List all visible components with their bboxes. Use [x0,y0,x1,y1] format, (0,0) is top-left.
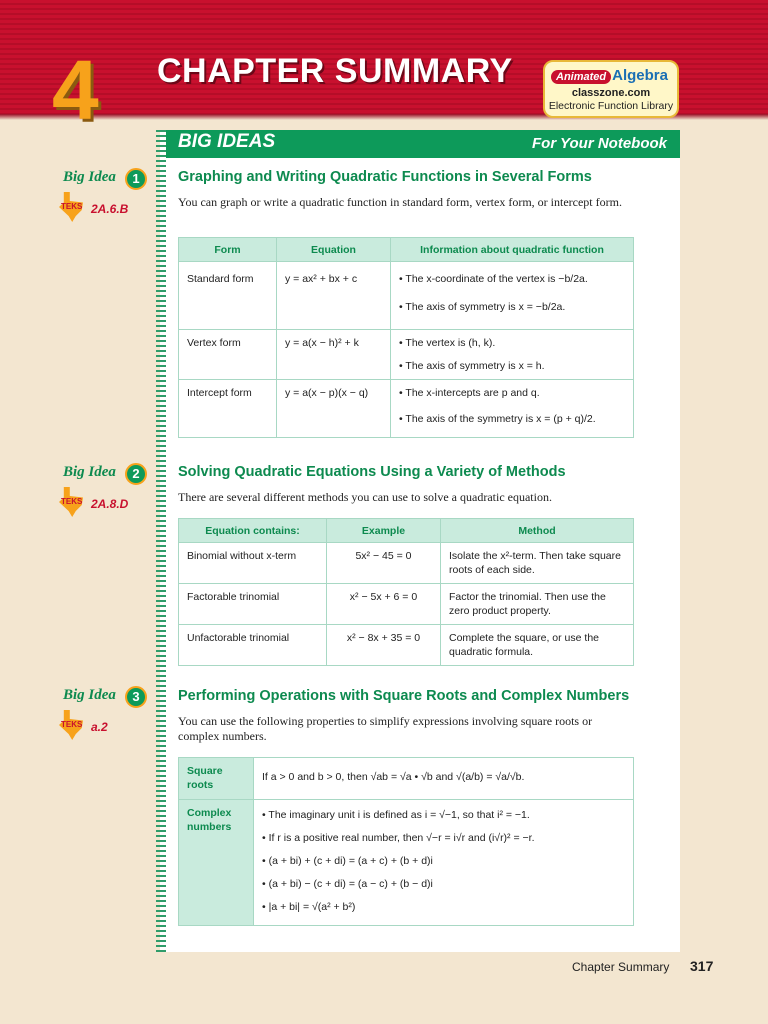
big-idea-1-number: 1 [125,168,147,190]
table-cell: Unfactorable trinomial [179,625,327,666]
property-item: • The imaginary unit i is defined as i = √−1, so that i² = −1. [262,809,530,821]
teks-badge: TEKS [61,720,83,729]
section-intro-3: You can use the following properties to simplify expressions involving square roots or complex numbers. [178,714,593,743]
table-cell: Isolate the x²-term. Then take square roots of each side. [441,543,634,584]
chapter-number: 4 [52,43,99,137]
classzone-site: classzone.com [571,87,651,99]
section-intro-1: You can graph or write a quadratic function in standard form, vertex form, or intercept form. [178,195,622,209]
page-number: 317 [690,958,714,974]
notebook-label: For Your Notebook [532,135,667,152]
table-cell: Factor the trinomial. Then use the zero product property. [441,584,634,625]
table-cell: y = ax² + bx + c [277,262,391,330]
table-cell: Binomial without x-term [179,543,327,584]
column-header: Example [327,519,441,543]
function-library-label: Electronic Function Library [548,100,674,112]
table-cell: 5x² − 45 = 0 [327,543,441,584]
table-header-row [179,238,634,262]
table-cell: x² − 8x + 35 = 0 [327,625,441,666]
spiral-binding [156,130,166,952]
chapter-title: CHAPTER SUMMARY [157,52,513,90]
methods-table [178,518,634,666]
table-cell: y = a(x − h)² + k [277,330,391,380]
table-cell [391,330,634,380]
property-item: • (a + bi) − (c + di) = (a − c) + (b − d)i [262,878,433,890]
info-item: • The x-coordinate of the vertex is −b/2a. [399,273,588,285]
logo-algebra: Algebra [612,67,668,84]
column-header: Method [441,519,634,543]
table-cell: Intercept form [179,380,277,438]
table-header-row [179,519,634,543]
section-intro-2: There are several different methods you can use to solve a quadratic equation. [178,490,552,504]
teks-code-3: a.2 [91,720,108,734]
teks-code-2: 2A.8.D [91,497,129,511]
info-item: • The vertex is (h, k). [399,337,496,349]
section-title-2: Solving Quadratic Equations Using a Variety of Methods [178,464,566,480]
table-cell [391,380,634,438]
column-header: Form [179,238,277,262]
table-cell [254,800,634,926]
table-cell: Factorable trinomial [179,584,327,625]
table-row [179,380,634,438]
teks-badge: TEKS [61,202,83,211]
teks-code-1: 2A.6.B [91,202,129,216]
table-cell: Standard form [179,262,277,330]
big-idea-1-label: Big Idea [63,169,116,185]
teks-badge: TEKS [61,497,83,506]
table-cell: Vertex form [179,330,277,380]
logo-animated: Animated [551,70,611,84]
property-item: • (a + bi) + (c + di) = (a + c) + (b + d)i [262,855,433,867]
column-header: Equation contains: [179,519,327,543]
teks-icon [55,487,87,517]
big-idea-3-label: Big Idea [63,687,116,703]
table-cell: y = a(x − p)(x − q) [277,380,391,438]
table-row [179,625,634,666]
section-title-3: Performing Operations with Square Roots and Complex Numbers [178,688,630,704]
big-idea-3-number: 3 [125,686,147,708]
info-item: • The axis of symmetry is x = h. [399,360,545,372]
info-item: • The x-intercepts are p and q. [399,387,540,399]
table-cell: If a > 0 and b > 0, then √ab = √a • √b and √(a/b) = √a/√b. [254,758,634,800]
table-row [179,584,634,625]
footer-label: Chapter Summary [572,960,670,974]
animated-algebra-link[interactable] [543,60,679,118]
properties-table [178,757,634,926]
info-item: • The axis of the symmetry is x = (p + q)/2. [399,413,596,425]
table-cell: Complete the square, or use the quadratic formula. [441,625,634,666]
animated-algebra-logo [551,67,673,85]
column-header: Information about quadratic function [391,238,634,262]
big-ideas-heading: BIG IDEAS [178,131,276,152]
table-row [179,262,634,330]
column-header: Equation [277,238,391,262]
row-heading: Complex numbers [179,800,254,926]
info-item: • The axis of symmetry is x = −b/2a. [399,301,566,313]
table-row [179,330,634,380]
row-heading: Square roots [179,758,254,800]
table-cell: x² − 5x + 6 = 0 [327,584,441,625]
table-row [179,800,634,926]
property-item: • |a + bi| = √(a² + b²) [262,901,356,913]
property-item: • If r is a positive real number, then √−r = i√r and (i√r)² = −r. [262,832,535,844]
big-idea-2-number: 2 [125,463,147,485]
teks-icon [55,192,87,222]
table-cell [391,262,634,330]
teks-icon [55,710,87,740]
table-row [179,543,634,584]
table-row [179,758,634,800]
forms-table [178,237,634,438]
big-idea-2-label: Big Idea [63,464,116,480]
section-title-1: Graphing and Writing Quadratic Functions in Several Forms [178,169,592,185]
